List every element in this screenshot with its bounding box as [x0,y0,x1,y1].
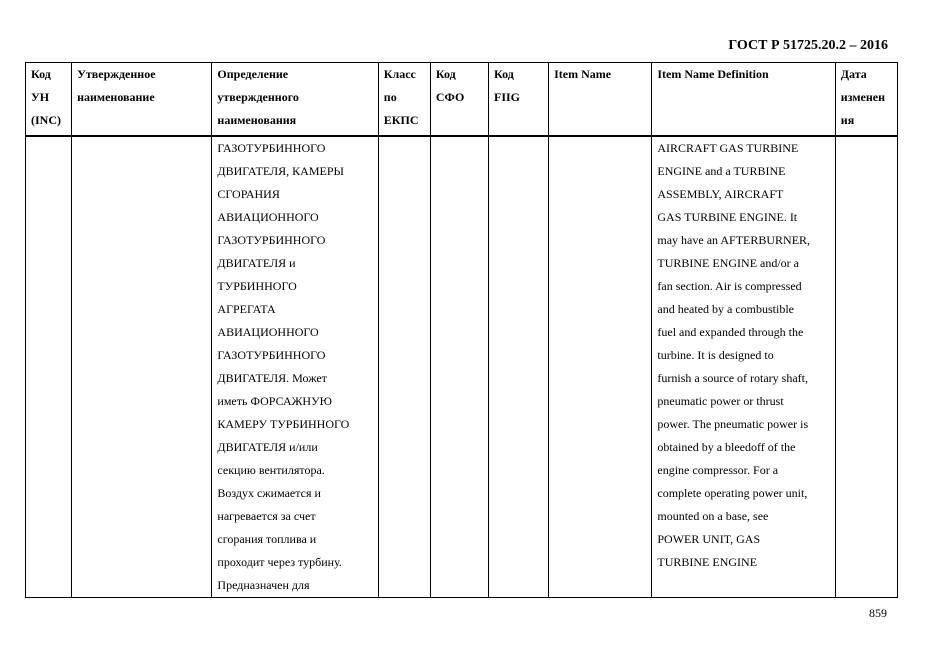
cell-sfo [430,136,488,598]
catalog-table [25,62,898,598]
text-line: Item Name [554,67,612,81]
cell-inc [26,136,72,598]
text-line: наименование [77,90,155,104]
text-line: mounted on a base, see [657,509,769,523]
text-line: иметь ФОРСАЖНУЮ [217,394,332,408]
cell-item-name [549,136,652,598]
text-line: КАМЕРУ ТУРБИННОГО [217,417,350,431]
text-line: Воздух сжимается и [217,486,321,500]
column-header-approved-name [72,63,212,137]
text-line: Предназначен для [217,578,310,592]
text-line: FIIG [494,90,521,104]
text-line: СГОРАНИЯ [217,187,280,201]
text-line: Дата [840,67,867,81]
text-line: Класс [383,67,416,81]
text-line: ДВИГАТЕЛЯ, КАМЕРЫ [217,164,344,178]
text-line: TURBINE ENGINE and/or a [657,256,800,270]
text-line: УН [31,90,50,104]
text-line: Код [494,67,514,81]
column-header-sfo [430,63,488,137]
text-line: сгорания топлива и [217,532,317,546]
column-header-definition-ru [212,63,378,137]
text-line: ия [840,113,855,127]
page-number: 859 [869,606,887,620]
text-line: ASSEMBLY, AIRCRAFT [657,187,784,201]
text-line: Определение [217,67,289,81]
text-line: АВИАЦИОННОГО [217,325,319,339]
text-line: изменен [840,90,886,104]
text-line: нагревается за счет [217,509,316,523]
column-header-change-date [835,63,897,137]
text-line: turbine. It is designed to [657,348,774,362]
text-line: furnish a source of rotary shaft, [657,371,808,385]
cell-definition-ru [212,136,378,598]
text-line: TURBINE ENGINE [657,555,758,569]
text-line: pneumatic power or thrust [657,394,784,408]
text-line: ЕКПС [383,113,419,127]
document-standard-header: ГОСТ Р 51725.20.2 – 2016 [728,38,888,53]
text-line: по [383,90,397,104]
column-header-class [378,63,430,137]
text-line: engine compressor. For a [657,463,779,477]
text-line: fan section. Air is compressed [657,279,802,293]
column-header-fiig [489,63,549,137]
cell-change-date [835,136,897,598]
text-line: and heated by a combustible [657,302,794,316]
cell-definition-en [652,136,835,598]
text-line: ДВИГАТЕЛЯ. Может [217,371,327,385]
text-line: AIRCRAFT GAS TURBINE [657,141,799,155]
column-header-inc [26,63,72,137]
text-line: POWER UNIT, GAS [657,532,761,546]
text-line: АГРЕГАТА [217,302,276,316]
cell-fiig [489,136,549,598]
text-line: секцию вентилятора. [217,463,325,477]
text-line: Утвержденное [77,67,156,81]
text-line: (INC) [31,113,61,127]
text-line: power. The pneumatic power is [657,417,809,431]
table-row [26,136,898,598]
text-line: СФО [435,90,465,104]
column-header-item-name [549,63,652,137]
cell-class [378,136,430,598]
text-line: наименования [217,113,297,127]
text-line: complete operating power unit, [657,486,808,500]
text-line: GAS TURBINE ENGINE. It [657,210,798,224]
text-line: ТУРБИННОГО [217,279,297,293]
text-line: obtained by a bleedoff of the [657,440,796,454]
text-line: Код [31,67,51,81]
text-line: утвержденного [217,90,299,104]
text-line: may have an AFTERBURNER, [657,233,811,247]
text-line: Item Name Definition [657,67,769,81]
text-line: ДВИГАТЕЛЯ и/или [217,440,318,454]
cell-approved-name [72,136,212,598]
text-line: fuel and expanded through the [657,325,804,339]
text-line: ДВИГАТЕЛЯ и [217,256,296,270]
table-header-row [26,63,898,137]
text-line: Код [435,67,456,81]
text-line: проходит через турбину. [217,555,342,569]
text-line: ГАЗОТУРБИННОГО [217,233,326,247]
text-line: ENGINE and a TURBINE [657,164,786,178]
text-line: ГАЗОТУРБИННОГО [217,348,326,362]
column-header-item-name-definition [652,63,835,137]
text-line: АВИАЦИОННОГО [217,210,319,224]
text-line: ГАЗОТУРБИННОГО [217,141,326,155]
